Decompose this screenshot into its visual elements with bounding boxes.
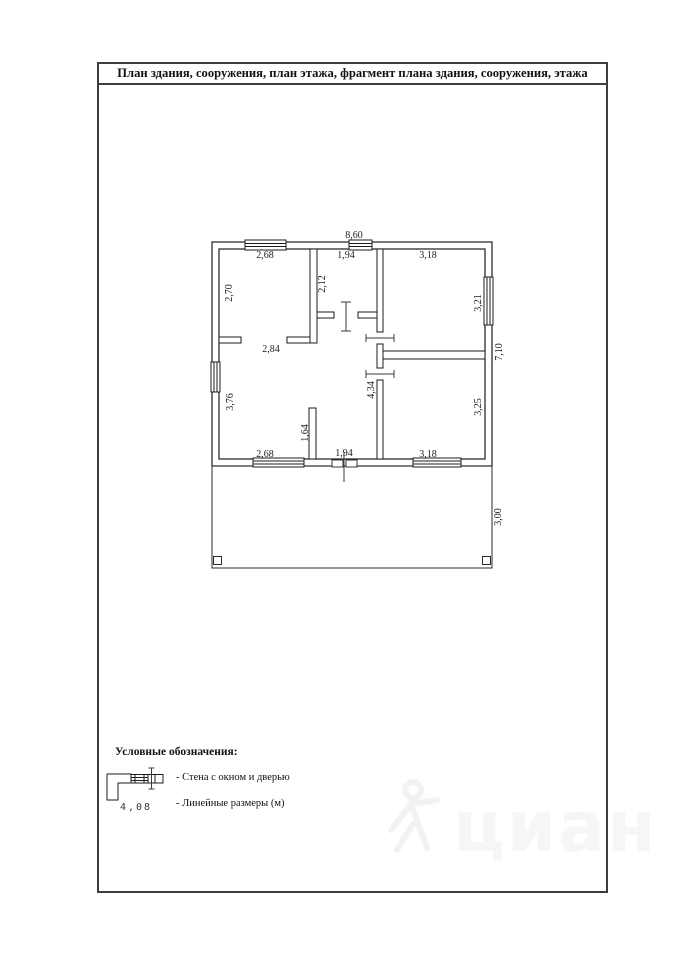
window-left [211, 362, 220, 392]
dimension-labels [224, 230, 505, 526]
dim-room-tl-width: 2,68 [256, 250, 274, 261]
door-right-room-bottom [366, 370, 394, 378]
terrace [212, 466, 492, 568]
legend-item-linear: - Линейные размеры (м) [176, 798, 285, 809]
dim-terrace-height: 3,00 [493, 508, 504, 526]
dim-room-mid-width: 1,94 [337, 250, 355, 261]
dim-room-br-height: 3,25 [473, 398, 484, 416]
legend-sample-dimension: 4,08 [120, 802, 153, 813]
window-top-mid [349, 240, 372, 250]
terrace-post-left [214, 557, 222, 565]
dim-bottom-mid-width: 1,94 [335, 448, 353, 459]
dim-hall-height: 4,34 [366, 381, 377, 399]
dim-room-tl-height: 2,70 [224, 284, 235, 302]
window-top-left [245, 240, 286, 250]
window-right [484, 277, 493, 325]
legend-wall-symbol [107, 768, 163, 800]
cian-watermark-text: циан [453, 785, 658, 868]
dim-stub-height: 1,64 [300, 424, 311, 442]
dim-hall-width: 2,84 [262, 344, 280, 355]
dim-bottom-left-width: 2,68 [256, 449, 274, 460]
legend-heading: Условные обозначения: [115, 746, 238, 758]
interior-walls [219, 249, 485, 459]
door-mid-room [341, 302, 351, 331]
dim-room-mid-height: 2,12 [317, 275, 328, 293]
dim-hall-left-height: 3,76 [225, 393, 236, 411]
dim-room-br-width: 3,18 [419, 449, 437, 460]
legend-item-wall: - Стена с окном и дверью [176, 772, 290, 783]
page-title: План здания, сооружения, план этажа, фрагмент плана здания, сооружения, этажа [97, 62, 608, 85]
terrace-post-right [483, 557, 491, 565]
dim-total-width: 8,60 [345, 230, 363, 241]
dim-room-tr-height: 3,21 [473, 294, 484, 312]
dim-total-height: 7,10 [494, 343, 505, 361]
dim-room-tr-width: 3,18 [419, 250, 437, 261]
door-right-room-top [366, 334, 394, 342]
legend-door-tick [149, 768, 155, 789]
